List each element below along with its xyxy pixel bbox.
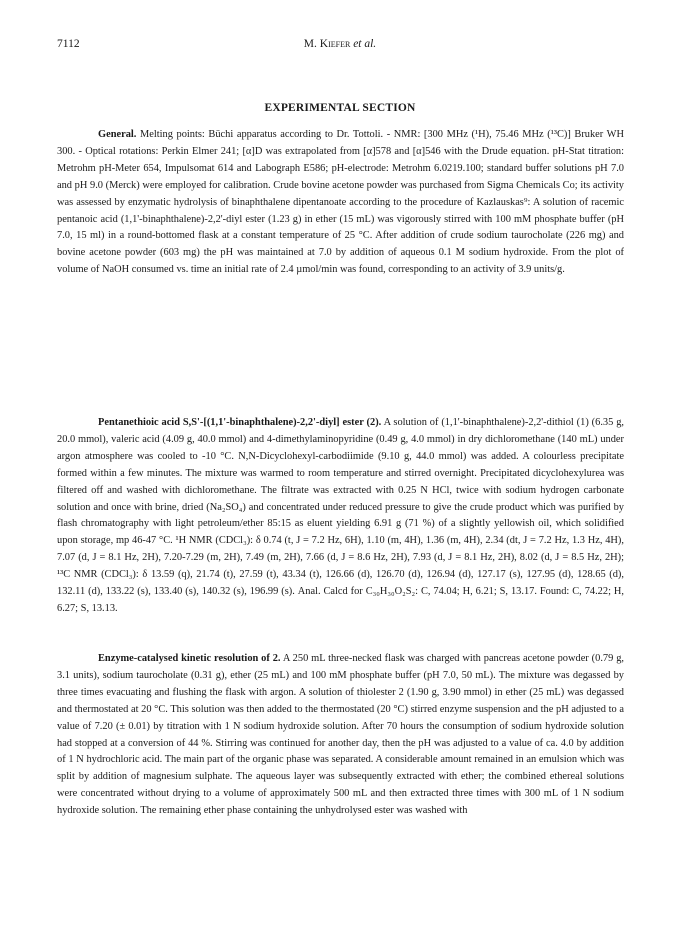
running-head — [0, 38, 680, 50]
paragraph-resolution — [57, 651, 624, 820]
paragraph-resolution-text: A 250 mL three-necked flask was charged with pancreas acetone powder (0.79 g, 3.1 units), sodium taurocholate (0.31 g), ether (25 mL) and 100 mM phosphate buffer (pH 7.0, 50 mL). The mixture was degassed by three times evacuating and flushing the flask with argon. A solution of thiolester 2 (1.90 g, 3.90 mmol) in ether (25 mL) was degassed and thermostated at 20 °C. This solution was then added to the thermostated (20 °C) stirred enzyme suspension and the pH adjusted to a value of 7.20 (± 0.01) by titration with 1 N sodium hydroxide solution. After 70 hours the consumption of sodium hydroxide solution had stopped at a conversion of 44 %. Stirring was continued for another day, then the pH was adjusted to a value of ca. 4.0 by addition of 1 N hydrochloric acid. The main part of the organic phase was separated. A considerable amount remained in an emulsion which was split by addition of magnesium sulphate. The aqueous layer was subsequently extracted with ether; the combined ethereal solutions were concentrated without drying to a volume of approximately 500 mL and then extracted three times with 300 mL of 1 N sodium hydroxide solution. The remaining ether phase containing the unhydrolysed ester was washed with — [57, 653, 624, 817]
paragraph-thioester-lead: Pentanethioic acid S,S'-[(1,1'-binaphthalene)-2,2'-diyl] ester (2). — [98, 417, 382, 428]
paragraph-general-text: Melting points: Büchi apparatus according to Dr. Tottoli. - NMR: [300 MHz (¹H), 75.46 MHz (¹³C)] Bruker WH 300. - Optical rotations: Perkin Elmer 241; [α]D was extrapolated from [α]578 and [α]546 with the Drude equation. pH-Stat titration: Metrohm pH-Meter 654, Impulsomat 614 and Labograph E586; pH-electrode: Metrohm 6.0219.100; standard buffer solutions pH 7.0 and pH 9.0 (Merck) were employed for calibration. Crude bovine acetone powder was purchased from Sigma Chemicals Co; its activity was assessed by enzymatic hydrolysis of binaphthalene dipentanoate according to the procedure of Kazlauskas⁹: A solution of racemic pentanoic acid (1,1'-binaphthalene)-2,2'-diyl ester (1.23 g) in ether (15 mL) was vigorously stirred with 100 mM phosphate buffer (pH 7.0, 15 ml) in a round-bottomed flask at a constant temperature of 25 °C. After addition of crude sodium taurocholate (226 mg) and bovine acetone powder (603 mg) the pH was maintained at 7.0 by addition of aqueous 0.1 M sodium hydroxide. From the plot of volume of NaOH consumed vs. time an initial rate of 2.4 µmol/min was found, corresponding to an activity of 3.9 units/g. — [57, 129, 624, 276]
paragraph-general — [57, 127, 624, 279]
page-number: 7112 — [57, 38, 80, 50]
paragraph-general-lead: General. — [98, 129, 137, 140]
paragraph-thioester — [57, 415, 624, 618]
author-suffix: et al. — [350, 38, 377, 50]
paragraph-resolution-lead: Enzyme-catalysed kinetic resolution of 2. — [98, 653, 281, 664]
author-prefix: M. — [303, 38, 320, 50]
author-surname: Kiefer — [319, 38, 351, 50]
paragraph-thioester-text: A solution of (1,1'-binaphthalene)-2,2'-dithiol (1) (6.35 g, 20.0 mmol), valeric acid (4.09 g, 40.0 mmol) and 4-dimethylaminopyridine (0.49 g, 4.0 mmol) in dry dichloromethane (140 mL) under argon atmosphere was cooled to -10 °C. N,N-Dicyclohexyl-carbodiimide (9.10 g, 44.0 mmol) was added. A colourless precipitate formed within a few minutes. The mixture was warmed to room temperature and stirred overnight. Precipitated dicyclohexylurea was filtered off and washed with dichloromethane. The filtrate was extracted with 0.25 N HCl, twice with sodium hydrogen carbonate solution and once with brine, dried (Na₂SO₄) and concentrated under reduced pressure to give the crude product which was purified by flash chromatography with light petroleum/ether 85:15 as eluent yielding 6.91 g (71 %) of a slightly yellowish oil, which solidified upon storage, mp 46-47 °C. ¹H NMR (CDCl₃): δ 0.74 (t, J = 7.2 Hz, 6H), 1.10 (m, 4H), 1.36 (m, 4H), 2.34 (dt, J = 7.2 Hz, 1.3 Hz, 4H), 7.07 (d, J = 8.1 Hz, 2H), 7.20-7.29 (m, 2H), 7.49 (m, 2H), 7.66 (d, J = 8.6 Hz, 2H), 7.93 (d, J = 8.1 Hz, 2H), 8.02 (d, J = 8.5 Hz, 2H); ¹³C NMR (CDCl₃): δ 13.59 (q), 21.74 (t), 27.59 (t), 43.34 (t), 126.66 (d), 126.70 (d), 126.94 (d), 127.17 (s), 127.95 (d), 128.65 (d), 132.11 (d), 133.22 (s), 133.40 (s), 140.32 (s), 196.99 (s). Anal. Calcd for C₃₀H₃₀O₂S₂: C, 74.04; H, 6.21; S, 13.17. Found: C, 74.22; H, 6.27; S, 13.13. — [57, 417, 625, 614]
section-title: EXPERIMENTAL SECTION — [264, 102, 416, 114]
